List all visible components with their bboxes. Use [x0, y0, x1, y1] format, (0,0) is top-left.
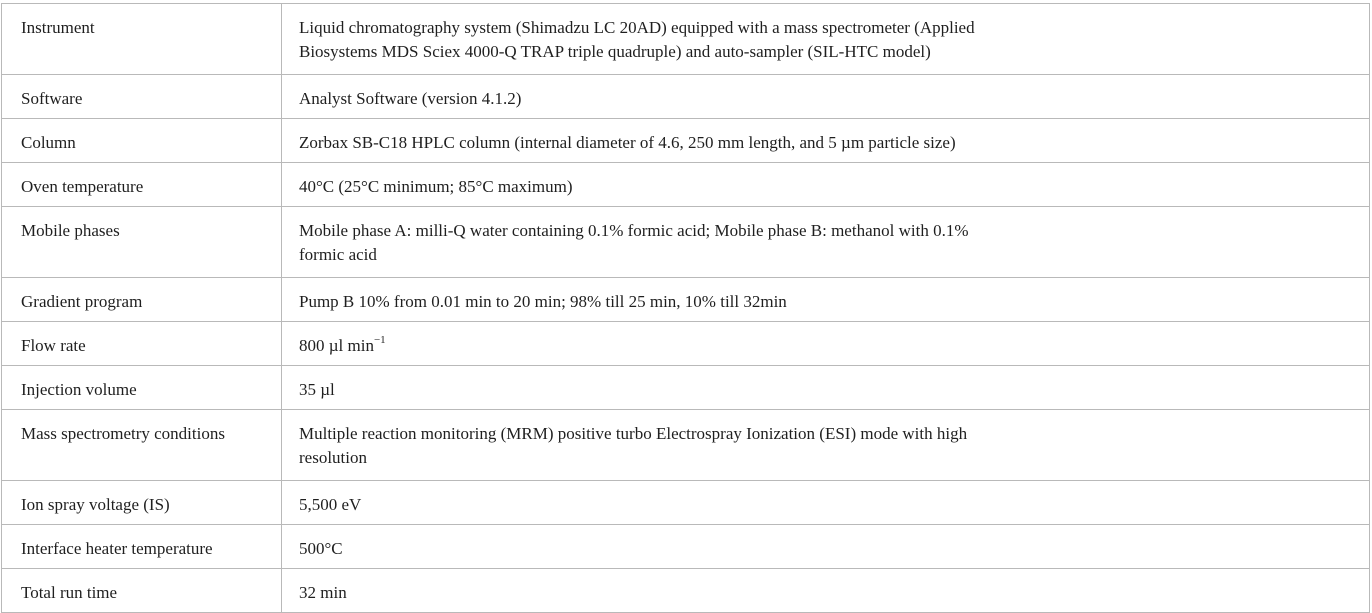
row-label: Column [2, 119, 282, 163]
row-label: Software [2, 75, 282, 119]
row-value: Pump B 10% from 0.01 min to 20 min; 98% till 25 min, 10% till 32min [282, 278, 1370, 322]
row-label: Flow rate [2, 322, 282, 366]
row-label: Mass spectrometry conditions [2, 410, 282, 481]
table-row [2, 119, 1370, 163]
row-label: Gradient program [2, 278, 282, 322]
row-value: 5,500 eV [282, 481, 1370, 525]
row-label: Ion spray voltage (IS) [2, 481, 282, 525]
row-label: Instrument [2, 4, 282, 75]
table-row [2, 366, 1370, 410]
table-row [2, 569, 1370, 613]
row-value: Multiple reaction monitoring (MRM) positive turbo Electrospray Ionization (ESI) mode with high resolution [282, 410, 1370, 481]
table-row [2, 481, 1370, 525]
table-row [2, 4, 1370, 75]
table-row [2, 410, 1370, 481]
row-value: 35 µl [282, 366, 1370, 410]
row-value: Analyst Software (version 4.1.2) [282, 75, 1370, 119]
flow-rate-exponent: −1 [373, 334, 386, 347]
row-label: Interface heater temperature [2, 525, 282, 569]
table-row [2, 163, 1370, 207]
table-row [2, 525, 1370, 569]
row-value: Mobile phase A: milli-Q water containing 0.1% formic acid; Mobile phase B: methanol with 0.1% formic acid [282, 207, 1370, 278]
row-value: 40°C (25°C minimum; 85°C maximum) [282, 163, 1370, 207]
row-value: 500°C [282, 525, 1370, 569]
row-label: Injection volume [2, 366, 282, 410]
row-value: 32 min [282, 569, 1370, 613]
table-row [2, 75, 1370, 119]
flow-rate-value: 800 µl min [299, 336, 374, 355]
table-row [2, 207, 1370, 278]
instrument-conditions-table [1, 3, 1370, 613]
table-row [2, 322, 1370, 366]
row-label: Total run time [2, 569, 282, 613]
row-label: Mobile phases [2, 207, 282, 278]
row-value: Zorbax SB-C18 HPLC column (internal diameter of 4.6, 250 mm length, and 5 µm particle size) [282, 119, 1370, 163]
row-value: Liquid chromatography system (Shimadzu LC 20AD) equipped with a mass spectrometer (Applied Biosystems MDS Sciex 4000-Q TRAP triple quadruple) and auto-sampler (SIL-HTC model) [282, 4, 1370, 75]
row-label: Oven temperature [2, 163, 282, 207]
row-value [282, 322, 1370, 366]
table-row [2, 278, 1370, 322]
